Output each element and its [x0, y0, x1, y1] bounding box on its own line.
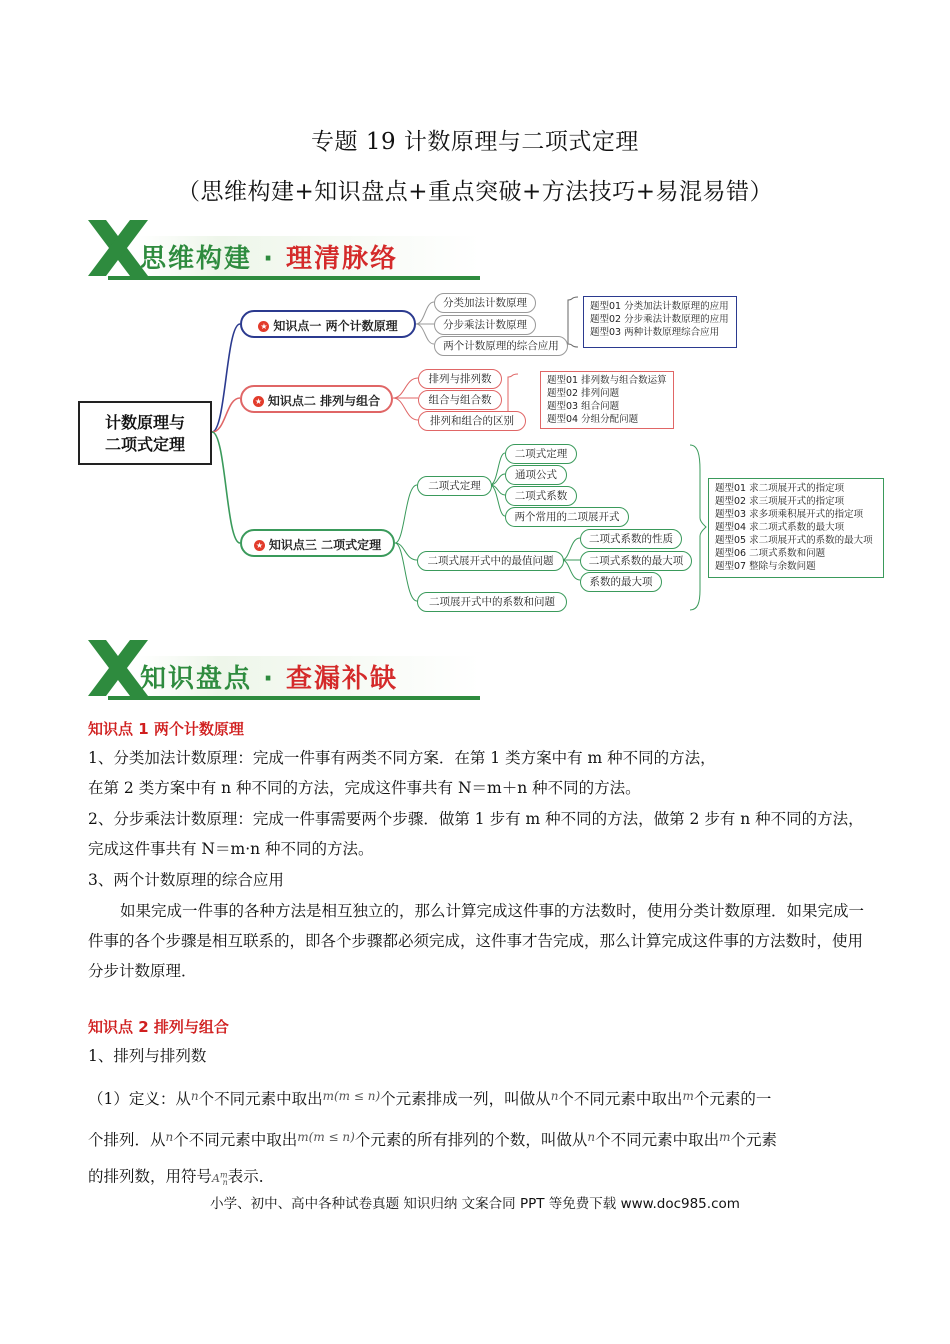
- banner-dot-2: ·: [263, 664, 275, 694]
- page-title: 专题 19 计数原理与二项式定理: [311, 129, 639, 155]
- star-icon: ★: [254, 397, 262, 406]
- mindmap-kp3: [240, 529, 395, 557]
- kp3-sub1-item-1: 二项式定理: [505, 444, 577, 464]
- kp2-types-box: [540, 371, 674, 429]
- kp1-p1a: 1、分类加法计数原理：完成一件事有两类不同方案．在第 1 类方案中有 m 种不同的方法，: [88, 749, 716, 767]
- kp1-item-1: 分类加法计数原理: [434, 293, 536, 313]
- kp2-p1: 1、排列与排列数: [88, 1047, 207, 1065]
- mindmap-kp1: [240, 310, 416, 338]
- kp3-sub2-item-1: 二项式系数的性质: [580, 529, 682, 549]
- page-subtitle: （思维构建+知识盘点+重点突破+方法技巧+易混易错）: [176, 179, 774, 205]
- kp3-sub2: 二项式展开式中的最值问题: [417, 551, 564, 571]
- kp3-types-box: [708, 478, 884, 578]
- kp3-sub3: 二项展开式中的系数和问题: [417, 592, 567, 612]
- kp3-sub1-item-4: 两个常用的二项展开式: [505, 507, 629, 527]
- kp3-sub2-item-2: 二项式系数的最大项: [580, 551, 692, 571]
- kp1-type-3: 题型03 两种计数原理综合应用: [590, 327, 720, 338]
- kp3-type-7: 题型07 整除与余数问题: [715, 561, 816, 572]
- kp1-item-2: 分步乘法计数原理: [434, 315, 536, 335]
- kp2-type-1: 题型01 排列数与组合数运算: [547, 375, 667, 386]
- kp2-def-line1: （1）定义：从$^n$个不同元素中取出$^{m(m \le n)}$个元素排成一列，叫做从$^n$个不同元素中取出$^m$个元素的一: [88, 1089, 772, 1108]
- kp1-p1b: 在第 2 类方案中有 n 种不同的方法，完成这件事共有 N＝m＋n 种不同的方法。: [88, 779, 641, 797]
- kp2-item-1: 排列与排列数: [418, 369, 502, 389]
- banner-dot-1: ·: [263, 244, 275, 274]
- kp1-type-2: 题型02 分步乘法计数原理的应用: [590, 314, 729, 325]
- kp3-label: 知识点三 二项式定理: [268, 538, 382, 552]
- kp3-type-1: 题型01 求二项展开式的指定项: [715, 483, 845, 494]
- kp2-heading: 知识点 2 排列与组合: [88, 1018, 229, 1036]
- kp2-label: 知识点二 排列与组合: [267, 394, 381, 408]
- kp2-def-line3: 的排列数，用符号$A^m_n$表示．: [88, 1167, 275, 1187]
- kp3-sub1-item-2: 通项公式: [505, 465, 567, 485]
- x-logo-icon: [88, 640, 148, 696]
- kp1-types-box: [583, 296, 737, 348]
- banner-title-1b: 理清脉络: [286, 244, 399, 274]
- kp2-type-2: 题型02 排列问题: [547, 388, 620, 399]
- kp3-sub1-item-3: 二项式系数: [505, 486, 577, 506]
- banner-title-2a: 知识盘点: [140, 664, 253, 694]
- kp3-type-4: 题型04 求二项式系数的最大项: [715, 522, 845, 533]
- mindmap-kp2: [240, 385, 393, 413]
- kp3-type-5: 题型05 求二项展开式的系数的最大项: [715, 535, 873, 546]
- kp3-sub2-item-3: 系数的最大项: [580, 572, 662, 592]
- kp1-heading: 知识点 1 两个计数原理: [88, 720, 244, 738]
- kp2-item-2: 组合与组合数: [418, 390, 502, 410]
- kp1-item-3: 两个计数原理的综合应用: [434, 336, 568, 356]
- page-footer: 小学、初中、高中各种试卷真题 知识归纳 文案合同 PPT 等免费下载 www.doc985.com: [210, 1196, 740, 1212]
- kp1-type-1: 题型01 分类加法计数原理的应用: [590, 301, 729, 312]
- arrangement-symbol: $A^m_n$: [212, 1170, 228, 1187]
- mindmap-root: [78, 401, 212, 465]
- kp1-label: 知识点一 两个计数原理: [273, 319, 398, 333]
- kp1-p4: 如果完成一件事的各种方法是相互独立的，那么计算完成这件事的方法数时，使用分类计数原理．如果完成一件事的各个步骤是相互联系的，即各个步骤都必须完成，这件事才告完成，那么计算完成这件事的方法数时，使用分步计数原理．: [88, 902, 865, 980]
- kp3-type-2: 题型02 求三项展开式的指定项: [715, 496, 845, 507]
- banner-knowledge: [88, 640, 480, 696]
- star-icon: ★: [260, 322, 268, 331]
- banner-title-1a: 思维构建: [140, 244, 253, 274]
- banner-title-2b: 查漏补缺: [286, 664, 399, 694]
- star-icon: ★: [255, 541, 263, 550]
- kp2-def-line2: 个排列．从$^n$个不同元素中取出$^{m(m \le n)}$个元素的所有排列的个数，叫做从$^n$个不同元素中取出$^m$个元素: [88, 1130, 777, 1149]
- root-line-1: 计数原理与: [104, 413, 185, 432]
- kp2-type-4: 题型04 分组分配问题: [547, 414, 639, 425]
- kp2-item-3: 排列和组合的区别: [418, 411, 526, 431]
- kp2-type-3: 题型03 组合问题: [547, 401, 620, 412]
- kp3-type-3: 题型03 求多项乘积展开式的指定项: [715, 509, 864, 520]
- kp3-type-6: 题型06 二项式系数和问题: [715, 548, 826, 559]
- root-line-2: 二项式定理: [104, 435, 185, 454]
- kp1-p3: 3、两个计数原理的综合应用: [88, 871, 284, 889]
- kp1-p2: 2、分步乘法计数原理：完成一件事需要两个步骤．做第 1 步有 m 种不同的方法，做第 2 步有 n 种不同的方法，完成这件事共有 N＝m·n 种不同的方法。: [88, 810, 864, 858]
- kp3-sub1: 二项式定理: [417, 476, 492, 496]
